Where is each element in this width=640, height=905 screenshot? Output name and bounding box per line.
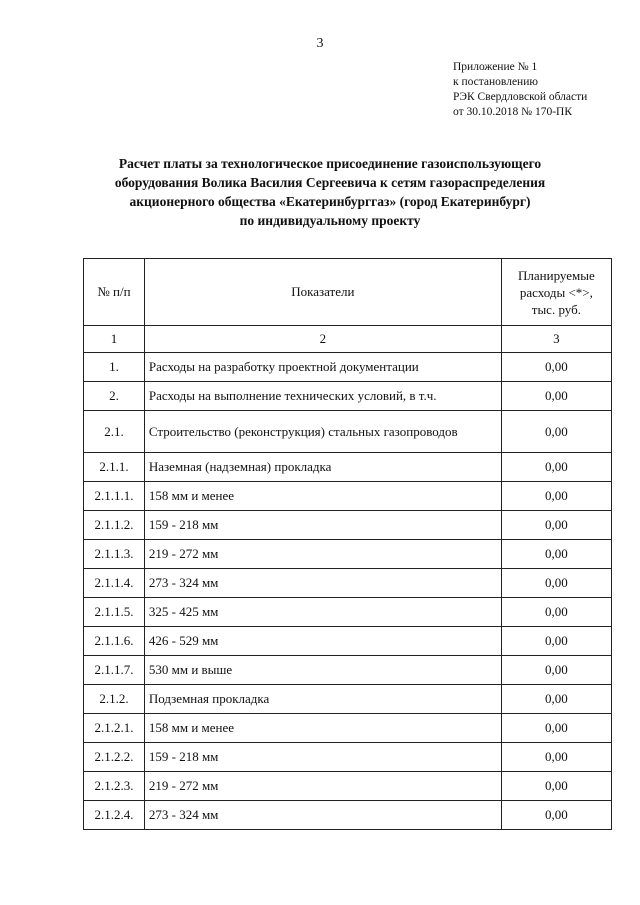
table-row (84, 772, 612, 801)
header-cost (501, 259, 611, 326)
table-row (84, 714, 612, 743)
table-row (84, 656, 612, 685)
column-index-row (84, 326, 612, 353)
column-index: 3 (501, 326, 611, 353)
header-indicators: Показатели (144, 259, 501, 326)
row-indicator: Строительство (реконструкция) стальных газопроводов (144, 411, 501, 453)
row-number: 2.1.2. (84, 685, 145, 714)
row-indicator: 159 - 218 мм (144, 743, 501, 772)
table-row (84, 353, 612, 382)
appendix-line: РЭК Свердловской области (453, 91, 588, 103)
table-row (84, 685, 612, 714)
row-cost: 0,00 (501, 411, 611, 453)
table-row (84, 743, 612, 772)
row-cost: 0,00 (501, 685, 611, 714)
appendix-line: к постановлению (453, 76, 538, 88)
row-cost: 0,00 (501, 511, 611, 540)
row-number: 2.1.1. (84, 453, 145, 482)
row-number: 2.1.1.2. (84, 511, 145, 540)
row-cost: 0,00 (501, 453, 611, 482)
row-cost: 0,00 (501, 382, 611, 411)
title-line: акционерного общества «Екатеринбурггаз» (город Екатеринбург) (129, 194, 531, 209)
row-indicator: 273 - 324 мм (144, 569, 501, 598)
row-number: 2.1. (84, 411, 145, 453)
row-cost: 0,00 (501, 482, 611, 511)
appendix-line: от 30.10.2018 № 170-ПК (453, 106, 573, 118)
row-number: 2.1.2.1. (84, 714, 145, 743)
row-cost: 0,00 (501, 772, 611, 801)
row-number: 2.1.1.6. (84, 627, 145, 656)
row-indicator: 426 - 529 мм (144, 627, 501, 656)
row-cost: 0,00 (501, 569, 611, 598)
page-number: 3 (316, 36, 324, 51)
table-row (84, 411, 612, 453)
row-number: 2.1.1.1. (84, 482, 145, 511)
row-cost: 0,00 (501, 540, 611, 569)
table-row (84, 511, 612, 540)
row-cost: 0,00 (501, 801, 611, 830)
header-num: № п/п (84, 259, 145, 326)
row-indicator: 159 - 218 мм (144, 511, 501, 540)
row-indicator: 325 - 425 мм (144, 598, 501, 627)
row-indicator: 273 - 324 мм (144, 801, 501, 830)
row-number: 2. (84, 382, 145, 411)
row-number: 2.1.2.4. (84, 801, 145, 830)
row-cost: 0,00 (501, 743, 611, 772)
row-cost: 0,00 (501, 627, 611, 656)
cost-table (83, 258, 612, 830)
table-row (84, 482, 612, 511)
column-index: 1 (84, 326, 145, 353)
document-title (60, 154, 600, 230)
title-line: по индивидуальному проекту (239, 213, 421, 228)
title-line: Расчет платы за технологическое присоединение газоиспользующего (118, 156, 542, 171)
row-number: 2.1.2.3. (84, 772, 145, 801)
row-indicator: Подземная прокладка (144, 685, 501, 714)
row-indicator: Расходы на выполнение технических условий, в т.ч. (144, 382, 501, 411)
header-cost-line: расходы <*>, (519, 284, 593, 300)
row-cost: 0,00 (501, 598, 611, 627)
appendix-block (453, 60, 587, 120)
row-indicator: 158 мм и менее (144, 482, 501, 511)
row-number: 1. (84, 353, 145, 382)
row-indicator: 530 мм и выше (144, 656, 501, 685)
title-line: оборудования Волика Василия Сергеевича к сетям газораспределения (114, 175, 546, 190)
table-header-row (84, 259, 612, 326)
appendix-line: Приложение № 1 (453, 61, 538, 73)
table-row (84, 627, 612, 656)
row-number: 2.1.1.7. (84, 656, 145, 685)
row-number: 2.1.1.3. (84, 540, 145, 569)
table-row (84, 453, 612, 482)
table-row (84, 801, 612, 830)
row-indicator: 219 - 272 мм (144, 772, 501, 801)
table-row (84, 598, 612, 627)
table-row (84, 569, 612, 598)
column-index: 2 (144, 326, 501, 353)
row-number: 2.1.1.4. (84, 569, 145, 598)
row-indicator: Наземная (надземная) прокладка (144, 453, 501, 482)
header-cost-line: тыс. руб. (531, 301, 581, 317)
row-indicator: Расходы на разработку проектной документации (144, 353, 501, 382)
row-indicator: 158 мм и менее (144, 714, 501, 743)
header-cost-line: Планируемые (518, 267, 595, 283)
row-cost: 0,00 (501, 714, 611, 743)
row-number: 2.1.2.2. (84, 743, 145, 772)
row-cost: 0,00 (501, 656, 611, 685)
row-cost: 0,00 (501, 353, 611, 382)
row-indicator: 219 - 272 мм (144, 540, 501, 569)
table-row (84, 382, 612, 411)
row-number: 2.1.1.5. (84, 598, 145, 627)
table-row (84, 540, 612, 569)
